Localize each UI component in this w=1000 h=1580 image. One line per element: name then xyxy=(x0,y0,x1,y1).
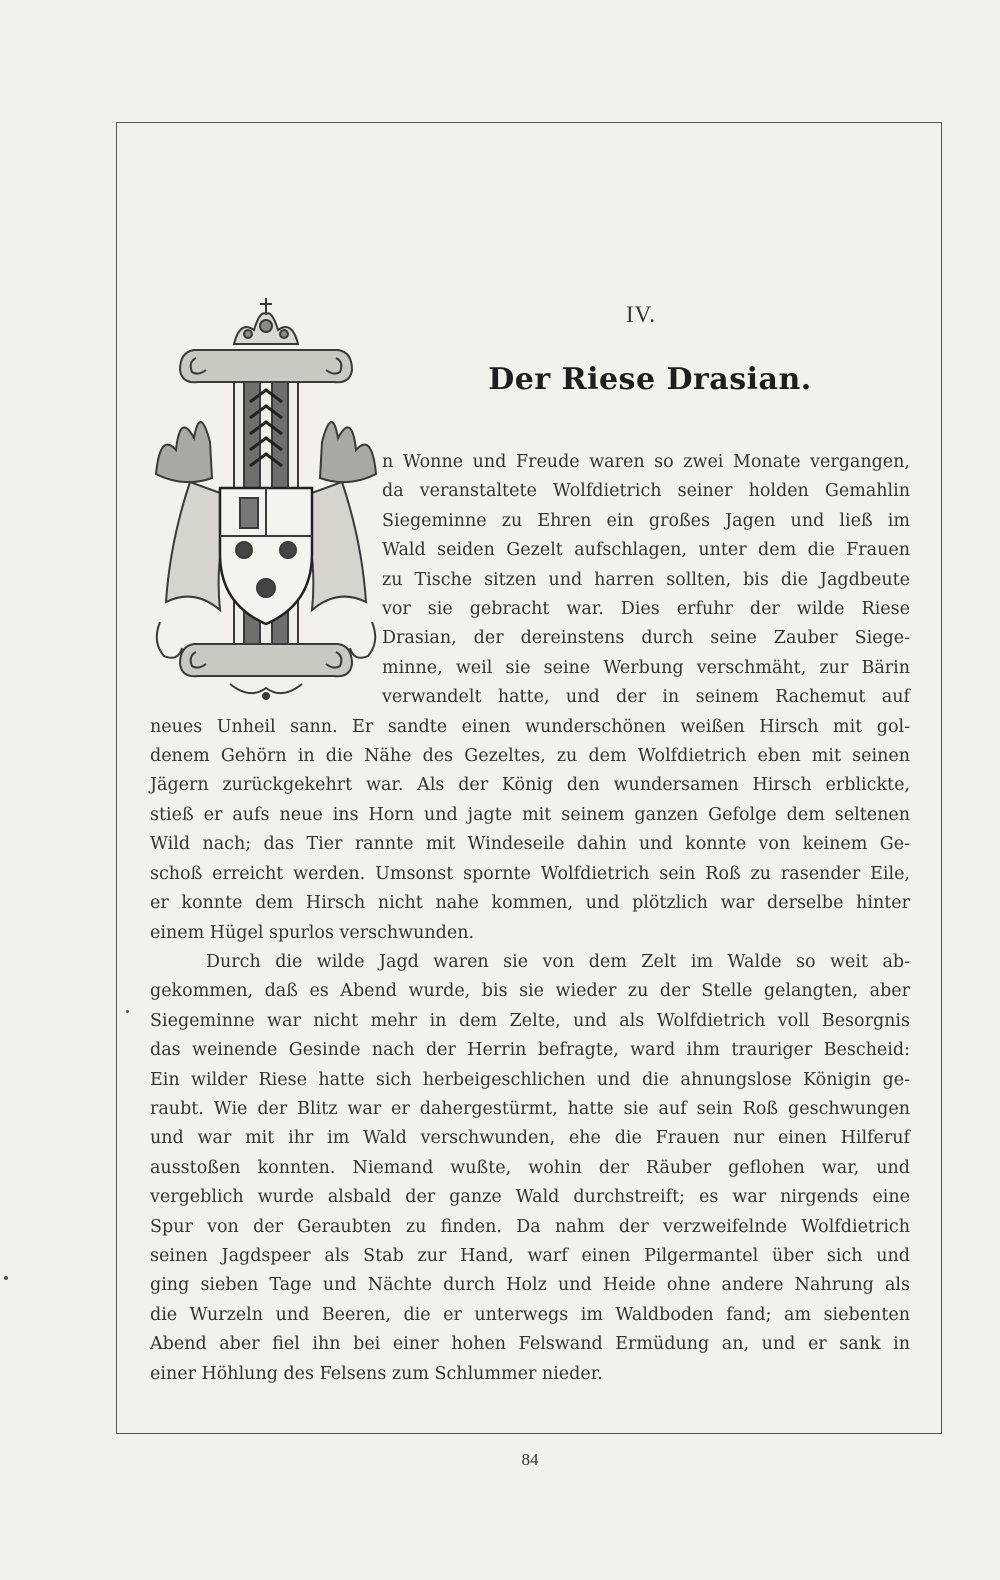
text-line: Drasian, der dereinstens durch seine Zauber Siege- xyxy=(382,628,910,649)
text-line: n Wonne und Freude waren so zwei Monate vergangen, xyxy=(382,452,910,472)
text-line: denem Gehörn in die Nähe des Gezeltes, zu dem Wolfdietrich eben mit seinen xyxy=(150,746,910,767)
chapter-number: IV. xyxy=(625,302,657,327)
text-line: Siegeminne zu Ehren ein großes Jagen und ließ im xyxy=(382,510,910,531)
text-line: die Wurzeln und Beeren, die er unterwegs im Waldboden fand; am siebenten xyxy=(150,1304,910,1325)
text-line: verwandelt hatte, und der in seinem Rachemut auf xyxy=(382,687,910,708)
text-line: Ein wilder Riese hatte sich herbeigeschlichen und die ahnungslose Königin ge- xyxy=(150,1069,910,1090)
paragraph-1 xyxy=(150,448,910,948)
text-line: Wild nach; das Tier rannte mit Windeseile dahin und konnte von keinem Ge- xyxy=(150,834,910,855)
page-number: 84 xyxy=(521,1450,539,1469)
text-line: raubt. Wie der Blitz war er dahergestürmt, hatte sie auf sein Roß geschwungen xyxy=(150,1098,910,1119)
chapter-title: Der Riese Drasian. xyxy=(488,362,812,397)
text-line: das weinende Gesinde nach der Herrin befragte, ward ihm trauriger Bescheid: xyxy=(150,1040,910,1061)
text-line: stieß er aufs neue ins Horn und jagte mit seinem ganzen Gefolge dem seltenen xyxy=(150,804,910,825)
text-line: Abend aber fiel ihn bei einer hohen Felswand Ermüdung an, und er sank in xyxy=(150,1334,910,1355)
text-line: einem Hügel spurlos verschwunden. xyxy=(150,922,475,943)
text-line: zu Tische sitzen und harren sollten, bis die Jagdbeute xyxy=(382,569,910,590)
body-text xyxy=(150,448,910,1389)
text-line: er konnte dem Hirsch nicht nahe kommen, und plötzlich war derselbe hinter xyxy=(150,893,910,914)
text-line: Durch die wilde Jagd waren sie von dem Zelt im Walde so weit ab- xyxy=(206,951,910,972)
text-line: ausstoßen konnten. Niemand wußte, wohin der Räuber geflohen war, und xyxy=(150,1157,910,1178)
text-line: ging sieben Tage und Nächte durch Holz und Heide ohne andere Nahrung als xyxy=(150,1275,910,1296)
text-line: Wald seiden Gezelt aufschlagen, unter dem die Frauen xyxy=(382,540,910,561)
text-line: vergeblich wurde alsbald der ganze Wald durchstreift; es war nirgends eine xyxy=(150,1187,910,1208)
text-line: vor sie gebracht war. Dies erfuhr der wilde Riese xyxy=(382,599,910,620)
print-speck xyxy=(126,1010,129,1013)
text-line: minne, weil sie seine Werbung verschmäht, zur Bärin xyxy=(382,657,910,678)
text-line: Siegeminne war nicht mehr in dem Zelte, und als Wolfdietrich voll Besorgnis xyxy=(150,1010,910,1031)
text-line: da veranstaltete Wolfdietrich seiner holden Gemahlin xyxy=(382,481,910,502)
text-line: Spur von der Geraubten zu finden. Da nahm der verzweifelnde Wolfdietrich xyxy=(150,1216,910,1237)
text-line: gekommen, daß es Abend wurde, bis sie wieder zu der Stelle gelangten, aber xyxy=(150,981,910,1002)
text-line: schoß erreicht werden. Umsonst spornte Wolfdietrich sein Roß zu rasender Eile, xyxy=(150,863,910,884)
print-speck xyxy=(4,1276,8,1280)
text-line: einer Höhlung des Felsens zum Schlummer nieder. xyxy=(150,1363,603,1384)
text-line: neues Unheil sann. Er sandte einen wunderschönen weißen Hirsch mit gol- xyxy=(150,716,910,737)
text-line: seinen Jagdspeer als Stab zur Hand, warf einen Pilgermantel über sich und xyxy=(150,1245,910,1266)
text-line: Jägern zurückgekehrt war. Als der König den wundersamen Hirsch erblickte, xyxy=(150,775,910,796)
text-line: und war mit ihr im Wald verschwunden, ehe die Frauen nur einen Hilferuf xyxy=(150,1128,910,1149)
paragraph-2 xyxy=(150,948,910,1389)
